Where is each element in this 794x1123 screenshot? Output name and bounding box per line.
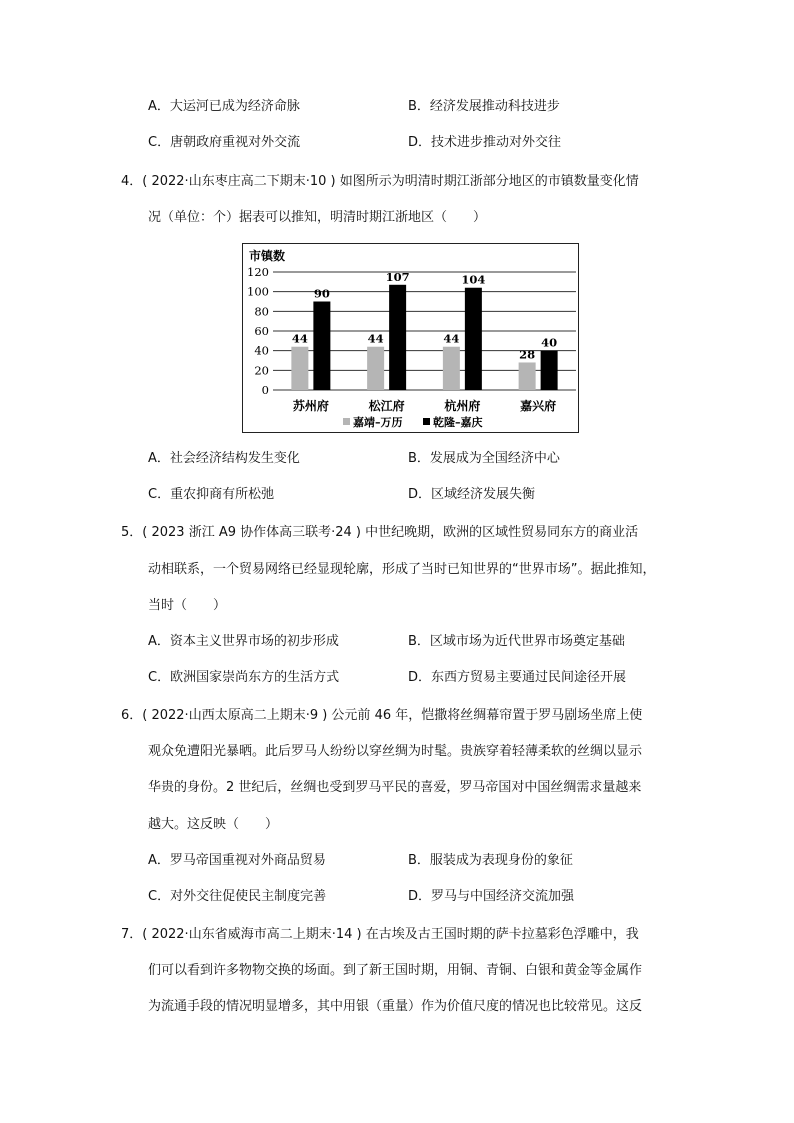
legend-swatch-0 (343, 418, 350, 425)
y-tick-label: 80 (254, 304, 269, 319)
bar-chart-svg (243, 244, 578, 432)
q6-stem-line-2: 观众免遭阳光暴晒。此后罗马人纷纷以穿丝绸为时髦。贵族穿着轻薄柔软的丝绸以显示 (148, 744, 643, 759)
data-label: 90 (313, 286, 330, 301)
x-tick-label: 松江府 (368, 399, 405, 413)
q5-option-d: D．东西方贸易主要通过民间途径开展 (408, 670, 627, 685)
data-label: 44 (291, 331, 308, 346)
q3-option-b: B．经济发展推动科技进步 (408, 99, 560, 114)
q5-option-c: C．欧洲国家崇尚东方的生活方式 (148, 670, 340, 685)
y-tick-label: 20 (254, 363, 269, 378)
q7-stem-line-1: 7．( 2022·山东省威海市高二上期末·14 ) 在古埃及古王国时期的萨卡拉墓彩色浮雕中，我 (121, 927, 639, 942)
q6-option-a: A．罗马帝国重视对外商品贸易 (148, 853, 326, 868)
y-tick-label: 40 (254, 343, 269, 358)
x-tick-label: 嘉兴府 (520, 399, 557, 413)
q4-option-c: C．重农抑商有所松弛 (148, 487, 275, 502)
q4-option-b: B．发展成为全国经济中心 (408, 451, 560, 466)
x-tick-label: 杭州府 (444, 399, 481, 413)
y-axis-title: 市镇数 (249, 249, 286, 263)
data-label: 44 (443, 331, 460, 346)
q6-stem-line-3: 华贵的身份。2 世纪后，丝绸也受到罗马平民的喜爱，罗马帝国对中国丝绸需求量越来 (148, 780, 642, 795)
q3-option-c: C．唐朝政府重视对外交流 (148, 135, 301, 150)
y-tick-label: 100 (247, 284, 269, 299)
q5-stem-line-1: 5．( 2023 浙江 A9 协作体高三联考·24 ) 中世纪晚期，欧洲的区域性贸易同东方的商业活 (121, 525, 639, 540)
y-tick-label: 60 (254, 324, 269, 338)
data-label: 40 (541, 335, 558, 350)
legend-label-0: 嘉靖–万历 (353, 416, 403, 429)
data-label: 107 (385, 269, 410, 284)
q5-option-a: A．资本主义世界市场的初步形成 (148, 634, 339, 649)
bar-jiajing-0 (291, 347, 308, 390)
q7-stem-line-3: 为流通手段的情况明显增多，其中用银（重量）作为价值尺度的情况也比较常见。这反 (148, 999, 643, 1014)
q7-stem-line-2: 们可以看到许多物物交换的场面。到了新王国时期，用铜、青铜、白银和黄金等金属作 (148, 963, 643, 978)
q6-option-c: C．对外交往促使民主制度完善 (148, 889, 327, 904)
data-label: 104 (461, 272, 486, 287)
q3-option-d: D．技术进步推动对外交往 (408, 135, 562, 150)
bar-qianlong-1 (389, 285, 406, 390)
legend-label-1: 乾隆–嘉庆 (433, 416, 483, 429)
bar-jiajing-2 (443, 347, 460, 390)
y-tick-label: 0 (261, 383, 269, 397)
q6-stem-line-1: 6．( 2022·山西太原高二上期末·9 ) 公元前 46 年，恺撒将丝绸幕帘置于罗马剧场坐席上使 (121, 708, 643, 723)
bar-qianlong-0 (313, 302, 330, 391)
q5-stem-line-2: 动相联系，一个贸易网络已经显现轮廓，形成了当时已知世界的“世界市场”。据此推知， (148, 562, 656, 577)
y-tick-label: 120 (247, 265, 269, 279)
bar-qianlong-3 (541, 351, 558, 390)
data-label: 44 (367, 331, 384, 346)
legend-swatch-1 (423, 418, 430, 425)
market-town-chart (242, 243, 579, 433)
q5-stem-line-3: 当时（ ） (148, 598, 227, 613)
bar-jiajing-3 (519, 362, 536, 390)
q4-option-d: D．区域经济发展失衡 (408, 487, 536, 502)
q5-option-b: B．区域市场为近代世界市场奠定基础 (408, 634, 625, 649)
q3-option-a: A．大运河已成为经济命脉 (148, 99, 300, 114)
data-label: 28 (519, 347, 536, 362)
bar-qianlong-2 (465, 288, 482, 390)
q4-stem-line-2: 况（单位：个）据表可以推知，明清时期江浙地区（ ） (148, 210, 487, 225)
bar-jiajing-1 (367, 347, 384, 390)
q4-option-a: A．社会经济结构发生变化 (148, 451, 300, 466)
q6-option-d: D．罗马与中国经济交流加强 (408, 889, 575, 904)
x-tick-label: 苏州府 (292, 399, 329, 413)
q6-stem-line-4: 越大。这反映（ ） (148, 817, 279, 832)
q4-stem-line-1: 4．( 2022·山东枣庄高二下期末·10 ) 如图所示为明清时期江浙部分地区的市镇数量变化情 (121, 174, 639, 189)
q6-option-b: B．服装成为表现身份的象征 (408, 853, 573, 868)
